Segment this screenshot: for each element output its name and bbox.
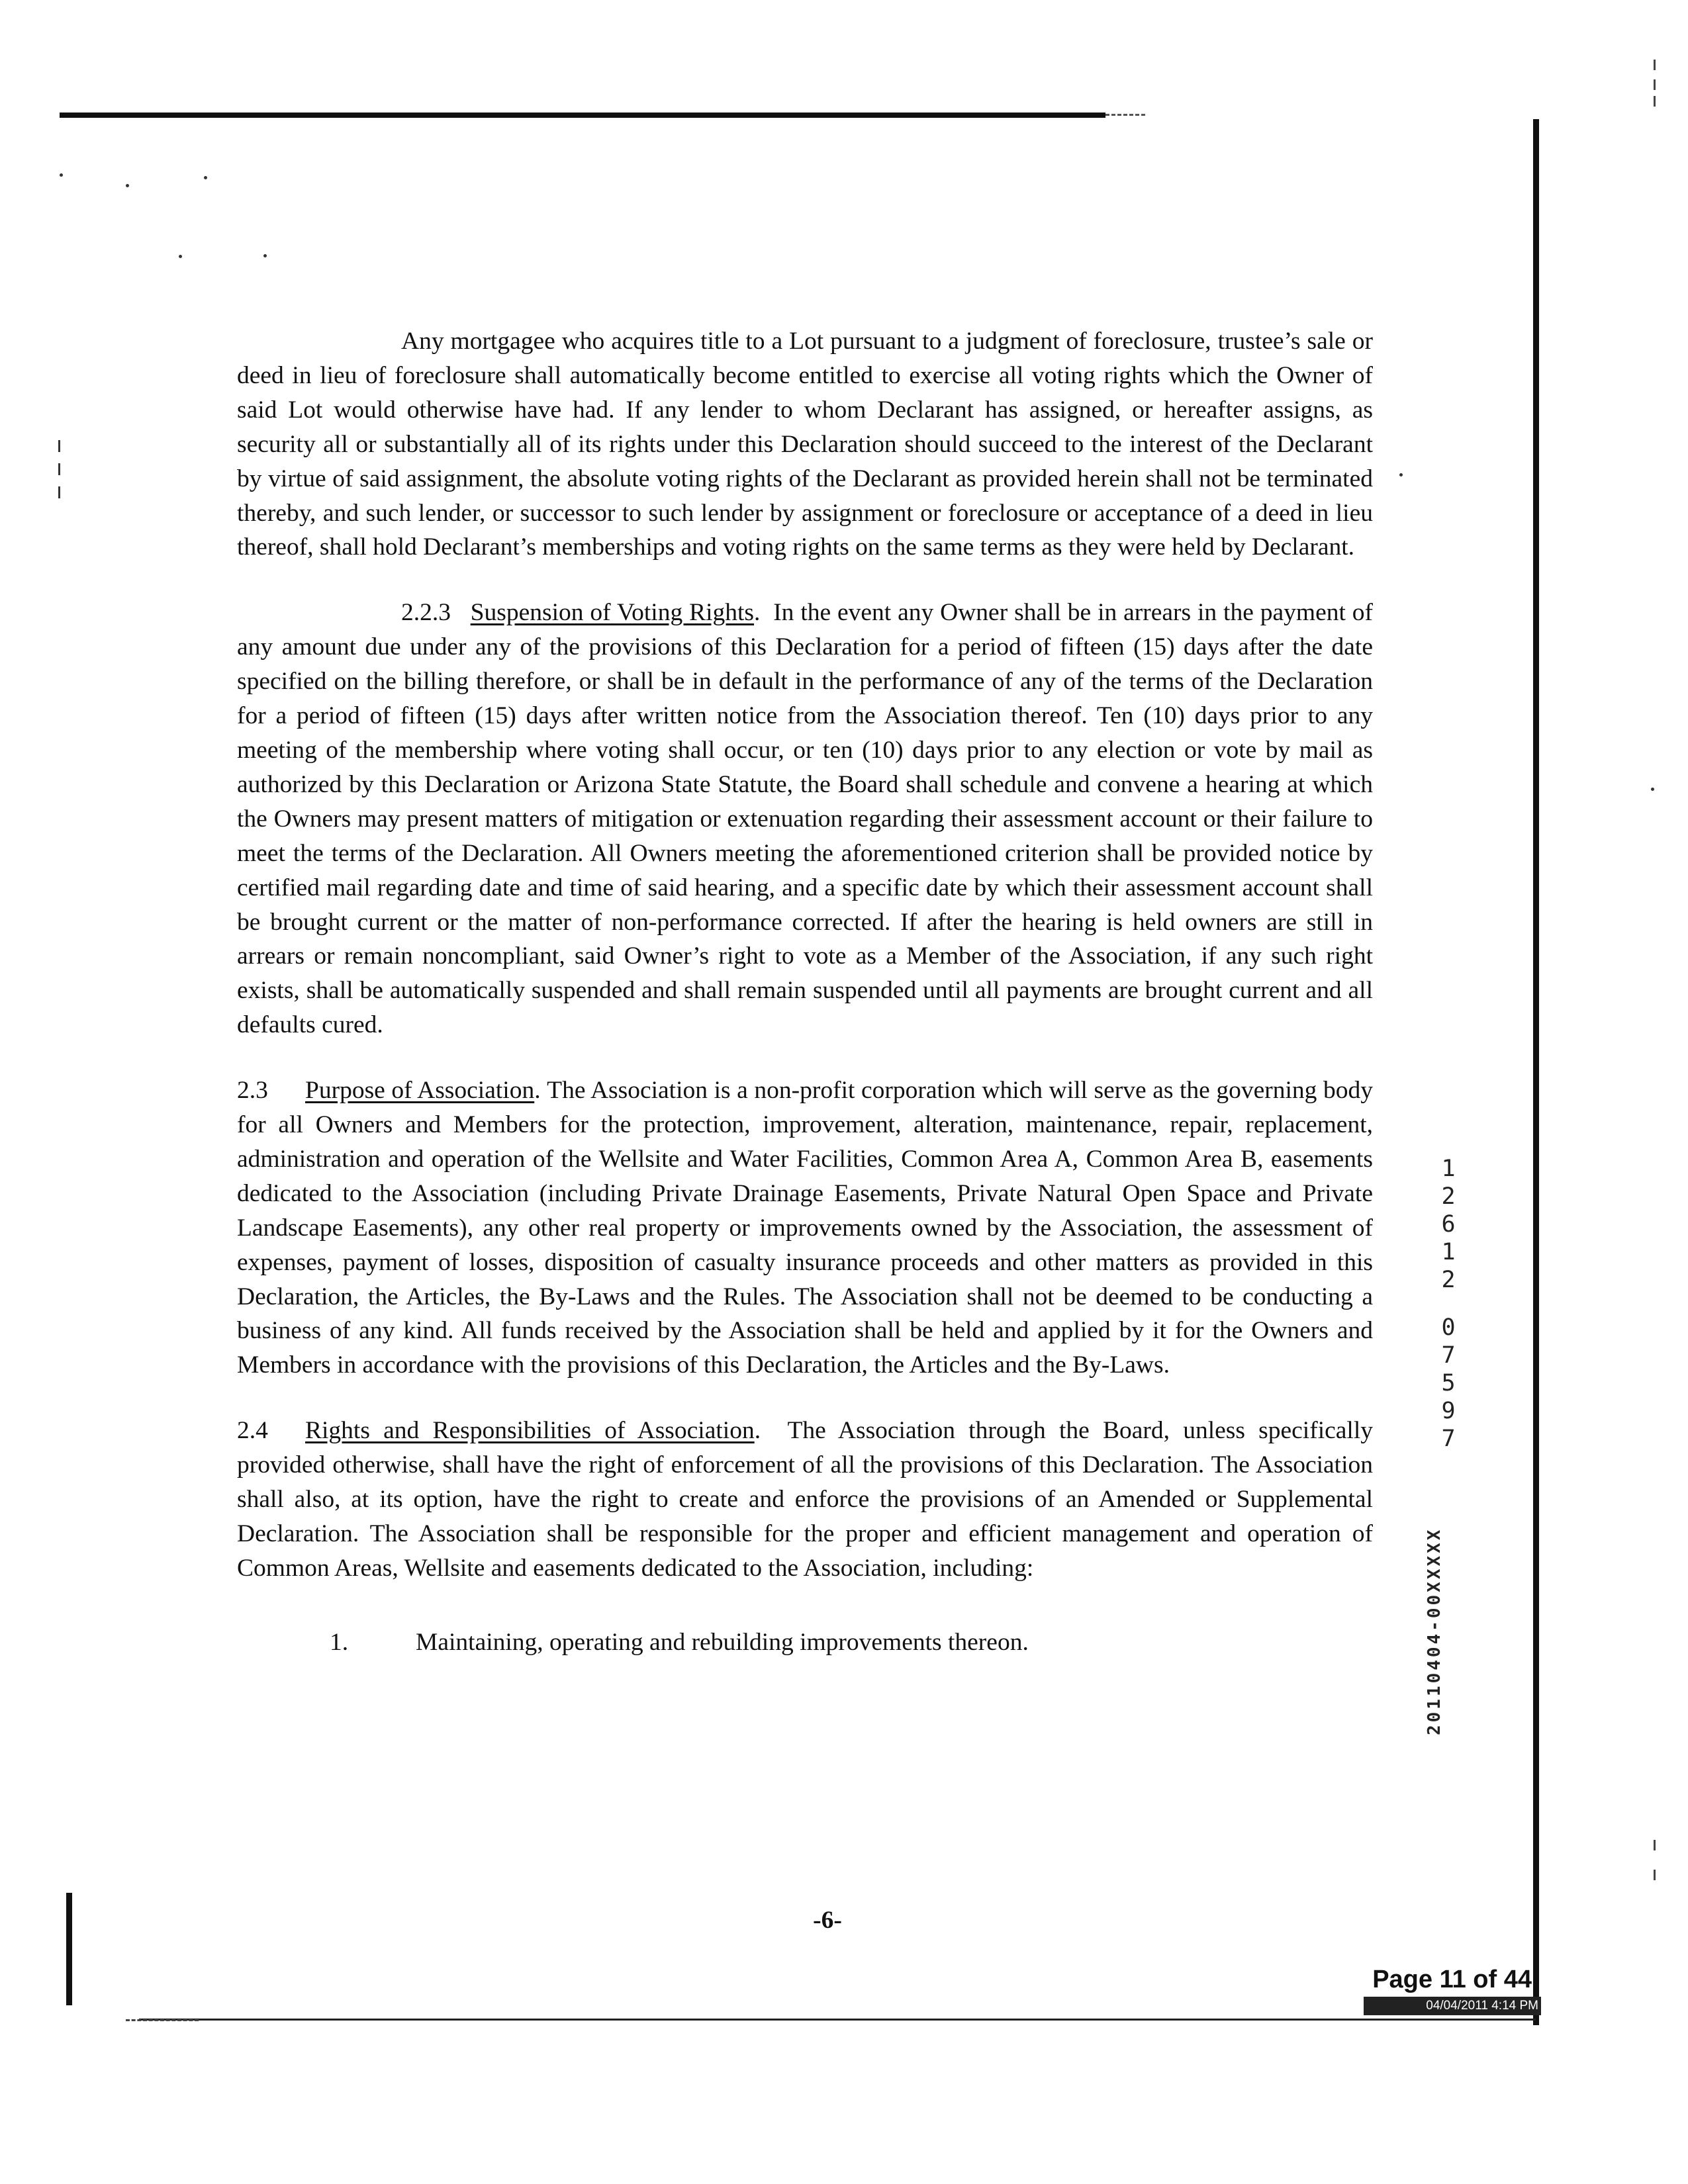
top-rule <box>60 113 1105 118</box>
edge-mark <box>1654 96 1656 107</box>
section-title: Purpose of Association <box>305 1077 535 1105</box>
print-datetime: 04/04/2011 4:14 PM <box>1364 1997 1541 2015</box>
recording-digit: 0 <box>1441 1314 1456 1341</box>
margin-mark <box>58 440 60 452</box>
list-item <box>330 1625 1373 1660</box>
recording-digit: 2 <box>1441 1267 1456 1293</box>
recording-stamp: 20110404-00XXXXX <box>1425 1527 1444 1736</box>
paragraph-mortgagee: Any mortgagee who acquires title to a Lot pursuant to a judgment of foreclosure, trustee’s sale or deed in lieu of foreclosure shall automatically become entitled to exercise all voting rights which the Owner of said Lot would otherwise have had. If any lender to whom Declarant has assigned, or hereafter assigns, as security all or substantially all of its rights under this Declaration should succeed to the interest of the Declarant by virtue of said assignment, the absolute voting rights of the Declarant as provided herein shall not be terminated thereby, and such lender, or successor to such lender by assignment or foreclosure or acceptance of a deed in lieu thereof, shall hold Declarant’s memberships and voting rights on the same terms as they were held by Declarant. <box>237 328 1373 561</box>
margin-mark <box>58 486 60 498</box>
recording-digit: 9 <box>1441 1398 1456 1424</box>
edge-mark <box>1654 1870 1656 1880</box>
bottom-rule-dash <box>126 2019 199 2021</box>
page-of-indicator: Page 11 of 44 <box>1372 1966 1532 1993</box>
scan-speck <box>263 254 267 257</box>
page-number: -6- <box>813 1907 842 1934</box>
section-body: The Association through the Board, unless specifically provided otherwise, shall have the right of enforcement of all the provisions of this Declaration. The Association shall also, at its option, have the right to create and enforce the provisions of an Amended or Supplemental Declaration. The Association shall be responsible for the proper and efficient management and operation of Common Areas, Wellsite and easements dedicated to the Association, including: <box>237 1417 1373 1582</box>
section-number: 2.4 <box>237 1417 268 1445</box>
scan-speck <box>1399 473 1403 477</box>
scan-speck <box>1651 788 1654 791</box>
list-item-number: 1. <box>330 1628 349 1656</box>
edge-mark <box>1654 1840 1656 1850</box>
section-title: Suspension of Voting Rights <box>470 599 755 627</box>
scan-speck <box>60 173 63 177</box>
recording-digit: 1 <box>1441 1156 1456 1182</box>
recording-digit: 7 <box>1441 1426 1456 1452</box>
top-rule-tail <box>1105 114 1145 116</box>
section-body: The Association is a non-profit corporation which will serve as the governing body for all Owners and Members for the protection, improvement, alteration, maintenance, repair, replacement, administration and operation of the Wellsite and Water Facilities, Common Area A, Common Area B, easements dedicated to the Association (including Private Drainage Easements, Private Natural Open Space and Private Landscape Easements), any other real property or improvements owned by the Association, the assessment of expenses, payment of losses, disposition of casualty insurance proceeds and other matters as provided in this Declaration, the Articles, the By-Laws and the Rules. The Association shall not be deemed to be conducting a business of any kind. All funds received by the Association shall be held and applied by it for the Owners and Members in accordance with the provisions of this Declaration, the Articles and the By-Laws. <box>237 1077 1374 1379</box>
section-body: In the event any Owner shall be in arrears in the payment of any amount due under any of the provisions of this Declaration for a period of fifteen (15) days after the date specified on the billing therefore, or shall be in default in the performance of any of the terms of the Declaration for a period of fifteen (15) days after written notice from the Association thereof. Ten (10) days prior to any meeting of the membership where voting shall occur, or ten (10) days prior to any election or vote by mail as authorized by this Declaration or Arizona State Statute, the Board shall schedule and convene a hearing at which the Owners may present matters of mitigation or extenuation regarding their assessment account or their failure to meet the terms of the Declaration. All Owners meeting the aforementioned criterion shall be provided notice by certified mail regarding date and time of said hearing, and a specific date by which their assessment account shall be brought current or the matter of non-performance corrected. If after the hearing is held owners are still in arrears or remain noncompliant, said Owner’s right to vote as a Member of the Association, if any such right exists, shall be automatically suspended and shall remain suspended until all payments are brought current and all defaults cured. <box>237 599 1374 1039</box>
edge-mark <box>1654 79 1656 90</box>
section-number: 2.3 <box>237 1077 268 1105</box>
recording-digit: 7 <box>1441 1342 1456 1369</box>
bottom-rule <box>139 2019 1536 2021</box>
scan-speck <box>179 255 182 258</box>
margin-mark <box>58 463 60 475</box>
list-item-text: Maintaining, operating and rebuilding improvements thereon. <box>416 1628 1029 1656</box>
recording-digit: 5 <box>1441 1370 1456 1396</box>
section-number: 2.2.3 <box>401 599 451 627</box>
left-border <box>66 1893 72 2005</box>
recording-digit: 2 <box>1441 1183 1456 1210</box>
right-border <box>1533 119 1539 2025</box>
section-2-4: 2.4 Rights and Responsibilities of Association. The Association through the Board, unless specifically provided otherwise, shall have the right of enforcement of all the provisions of this Declaration. The Association shall also, at its option, have the right to create and enforce the provisions of an Amended or Supplemental Declaration. The Association shall be responsible for the proper and efficient management and operation of Common Areas, Wellsite and easements dedicated to the Association, including: <box>237 1414 1373 1586</box>
scan-speck <box>204 176 207 179</box>
scan-speck <box>126 184 129 187</box>
section-2-2-3: 2.2.3 Suspension of Voting Rights. In the event any Owner shall be in arrears in the payment of any amount due under any of the provisions of this Declaration for a period of fifteen (15) days after the date specified on the billing therefore, or shall be in default in the performance of any of the terms of the Declaration for a period of fifteen (15) days after written notice from the Association thereof. Ten (10) days prior to any meeting of the membership where voting shall occur, or ten (10) days prior to any election or vote by mail as authorized by this Declaration or Arizona State Statute, the Board shall schedule and convene a hearing at which the Owners may present matters of mitigation or extenuation regarding their assessment account or their failure to meet the terms of the Declaration. All Owners meeting the aforementioned criterion shall be provided notice by certified mail regarding date and time of said hearing, and a specific date by which their assessment account shall be brought current or the matter of non-performance corrected. If after the hearing is held owners are still in arrears or remain noncompliant, said Owner’s right to vote as a Member of the Association, if any such right exists, shall be automatically suspended and shall remain suspended until all payments are brought current and all defaults cured. <box>237 599 1374 1039</box>
recording-digit: 1 <box>1441 1239 1456 1265</box>
section-title: Rights and Responsibilities of Association <box>305 1417 755 1445</box>
section-2-3: 2.3 Purpose of Association. The Association is a non-profit corporation which will serve as the governing body for all Owners and Members for the protection, improvement, alteration, maintenance, repair, replacement, administration and operation of the Wellsite and Water Facilities, Common Area A, Common Area B, easements dedicated to the Association (including Private Drainage Easements, Private Natural Open Space and Private Landscape Easements), any other real property or improvements owned by the Association, the assessment of expenses, payment of losses, disposition of casualty insurance proceeds and other matters as provided in this Declaration, the Articles, the By-Laws and the Rules. The Association shall not be deemed to be conducting a business of any kind. All funds received by the Association shall be held and applied by it for the Owners and Members in accordance with the provisions of this Declaration, the Articles and the By-Laws. <box>237 1073 1373 1383</box>
recording-digit: 6 <box>1441 1211 1456 1238</box>
edge-mark <box>1654 60 1656 70</box>
document-body <box>237 324 1373 1660</box>
recording-number <box>1436 1155 1460 1453</box>
